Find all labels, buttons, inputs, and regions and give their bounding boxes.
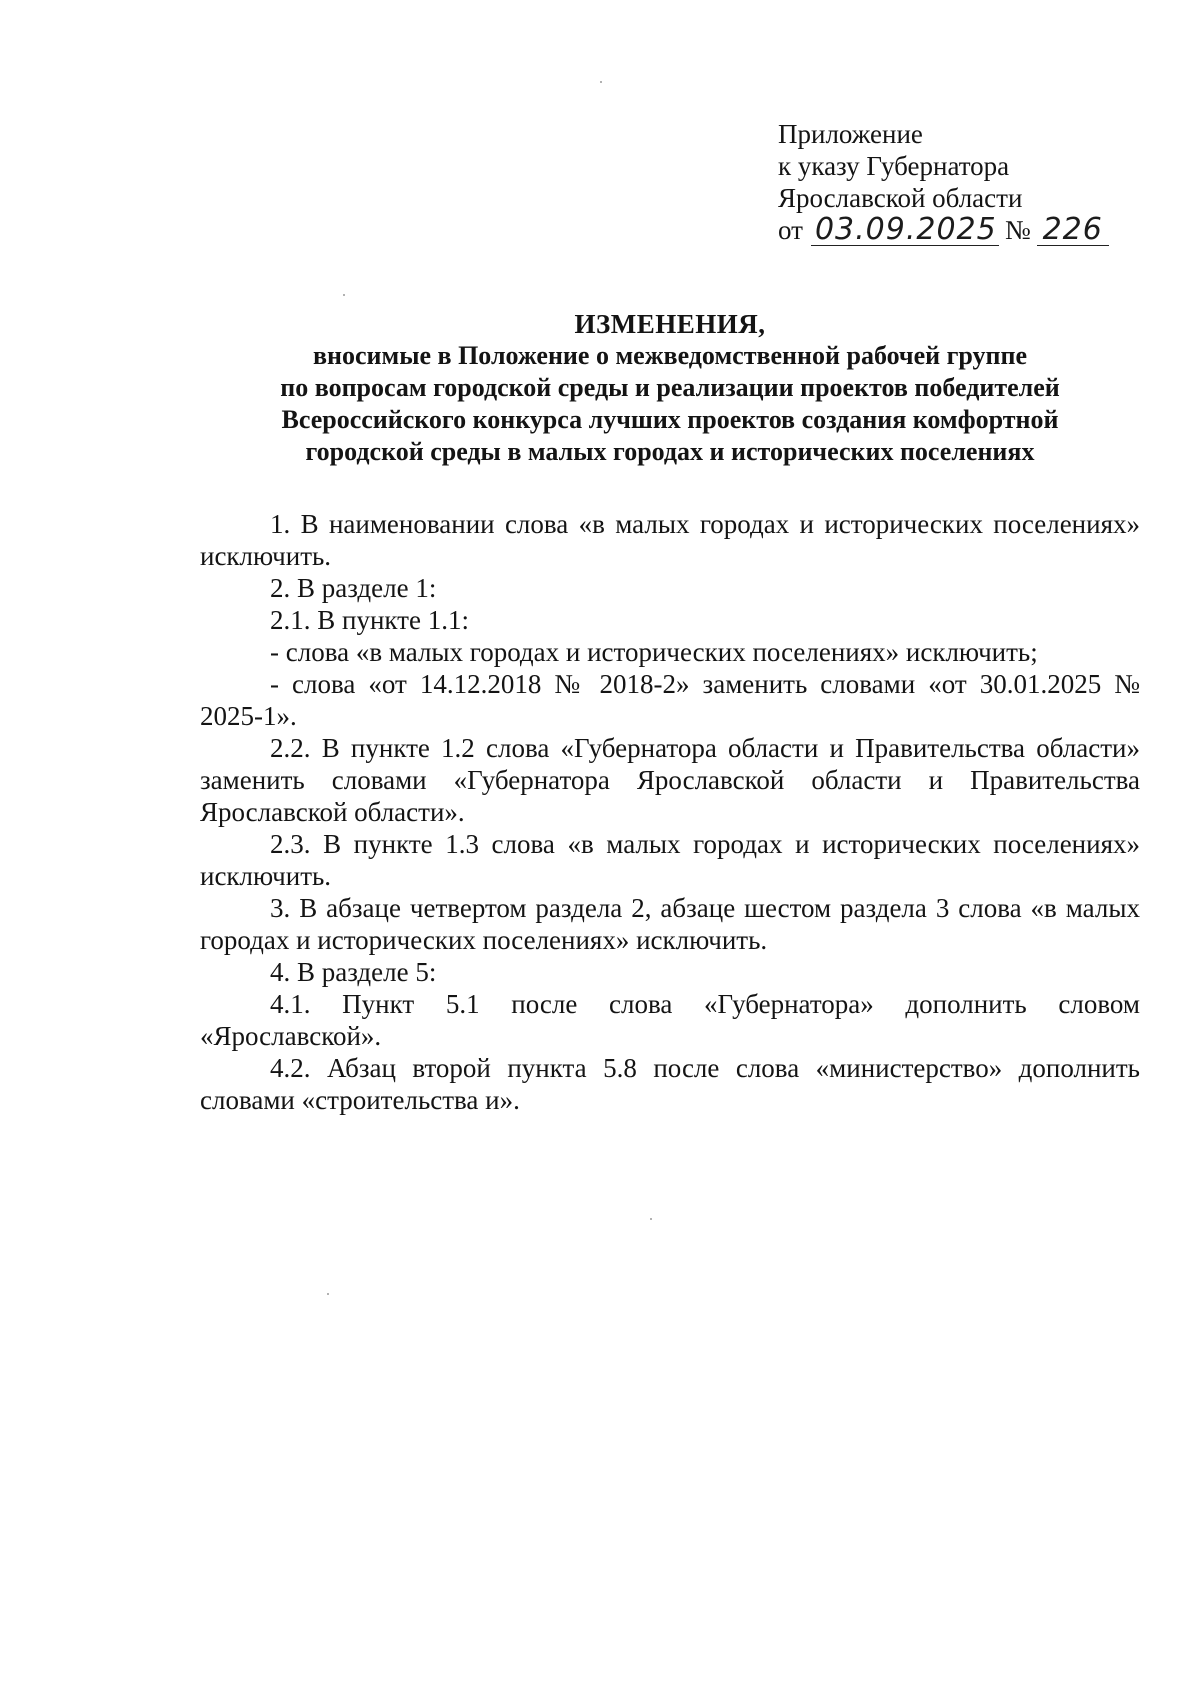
paragraph: 4.1. Пункт 5.1 после слова «Губернатора» дополнить словом «Ярославской».: [200, 989, 1140, 1051]
title-subline: вносимые в Положение о межведомственной рабочей группе: [312, 341, 1028, 370]
appendix-date-number-row: [778, 214, 1138, 246]
handwritten-number: 226: [1037, 215, 1109, 246]
paragraph: 2.2. В пункте 1.2 слова «Губернатора области и Правительства области» заменить словами «Губернатора Ярославской области и Правительства Ярославской области».: [200, 733, 1140, 827]
paragraph: 4.2. Абзац второй пункта 5.8 после слова «министерство» дополнить словами «строительства и».: [200, 1053, 1140, 1115]
title-main: ИЗМЕНЕНИЯ,: [574, 309, 766, 339]
paragraph: 2.3. В пункте 1.3 слова «в малых городах и исторических поселениях» исключить.: [200, 829, 1140, 891]
title-subline: Всероссийского конкурса лучших проектов создания комфортной: [281, 405, 1059, 434]
scan-speck: [327, 1293, 329, 1295]
paragraph: 2. В разделе 1:: [270, 573, 437, 603]
paragraph: - слова «от 14.12.2018 № 2018-2» заменить словами «от 30.01.2025 № 2025-1».: [200, 669, 1140, 731]
document-title: [200, 308, 1140, 468]
appendix-decree-ref: к указу Губернатора: [778, 151, 1010, 181]
paragraph: 3. В абзаце четвертом раздела 2, абзаце шестом раздела 3 слова «в малых городах и исторических поселениях» исключить.: [200, 893, 1140, 955]
appendix-block: [778, 118, 1138, 246]
appendix-label: Приложение: [778, 119, 923, 149]
document-body: [200, 508, 1140, 1116]
appendix-region: Ярославской области: [778, 183, 1023, 213]
title-subline: городской среды в малых городах и исторических поселениях: [305, 437, 1035, 466]
paragraph: - слова «в малых городах и исторических поселениях» исключить;: [270, 637, 1038, 667]
handwritten-date: 03.09.2025: [811, 215, 999, 246]
title-subline: по вопросам городской среды и реализации проектов победителей: [280, 373, 1060, 402]
scan-speck: [650, 1218, 652, 1220]
paragraph: 2.1. В пункте 1.1:: [270, 605, 469, 635]
number-sign: №: [1004, 215, 1031, 245]
scan-speck: [600, 81, 602, 83]
paragraph: 1. В наименовании слова «в малых городах и исторических поселениях» исключить.: [200, 509, 1140, 571]
scan-speck: [343, 294, 345, 296]
date-prefix: от: [778, 215, 803, 245]
paragraph: 4. В разделе 5:: [270, 957, 437, 987]
